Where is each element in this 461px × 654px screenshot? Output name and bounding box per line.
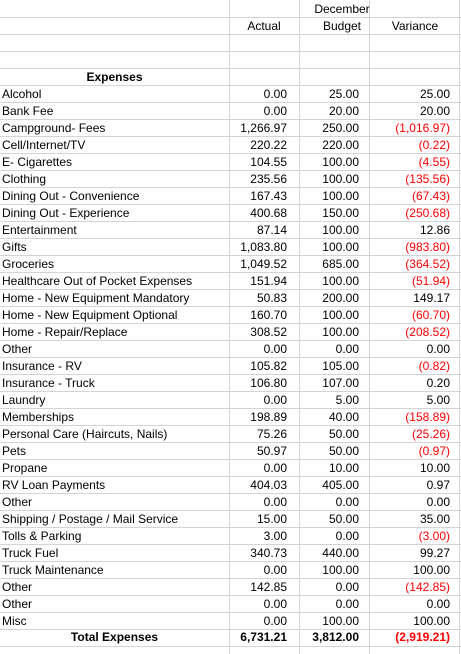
row-label: Shipping / Postage / Mail Service bbox=[2, 512, 179, 526]
row-actual: 0.00 bbox=[263, 393, 287, 407]
row-actual: 151.94 bbox=[250, 274, 287, 288]
row-label: Insurance - RV bbox=[2, 359, 82, 373]
row-actual: 50.83 bbox=[256, 291, 287, 305]
row-budget: 100.00 bbox=[322, 172, 359, 186]
row-actual: 0.00 bbox=[263, 614, 287, 628]
row-budget: 5.00 bbox=[335, 393, 359, 407]
total-label: Total Expenses bbox=[70, 630, 159, 644]
row-actual: 105.82 bbox=[250, 359, 287, 373]
row-actual: 0.00 bbox=[263, 461, 287, 475]
row-actual: 142.85 bbox=[250, 580, 287, 594]
row-label: Other bbox=[2, 342, 33, 356]
row-actual: 160.70 bbox=[250, 308, 287, 322]
row-budget: 100.00 bbox=[322, 155, 359, 169]
row-variance: 0.00 bbox=[426, 342, 450, 356]
row-variance: 35.00 bbox=[419, 512, 450, 526]
row-label: RV Loan Payments bbox=[2, 478, 106, 492]
header-actual: Actual bbox=[247, 19, 281, 33]
grid-column-line bbox=[459, 0, 460, 654]
row-label: Gifts bbox=[2, 240, 27, 254]
row-budget: 0.00 bbox=[335, 580, 359, 594]
row-label: Pets bbox=[2, 444, 27, 458]
row-variance: (0.22) bbox=[418, 138, 450, 152]
grid-row-line bbox=[0, 51, 461, 52]
row-variance: (983.80) bbox=[405, 240, 450, 254]
row-label: E- Cigarettes bbox=[2, 155, 73, 169]
row-budget: 100.00 bbox=[322, 325, 359, 339]
row-budget: 50.00 bbox=[328, 512, 359, 526]
row-variance: (364.52) bbox=[405, 257, 450, 271]
row-variance: (208.52) bbox=[405, 325, 450, 339]
header-month: December bbox=[314, 2, 370, 16]
row-budget: 100.00 bbox=[322, 274, 359, 288]
row-actual: 3.00 bbox=[263, 529, 287, 543]
row-actual: 1,266.97 bbox=[240, 121, 287, 135]
row-label: Entertainment bbox=[2, 223, 77, 237]
row-variance: 5.00 bbox=[426, 393, 450, 407]
total-budget: 3,812.00 bbox=[312, 630, 359, 644]
row-actual: 0.00 bbox=[263, 342, 287, 356]
row-variance: 100.00 bbox=[413, 563, 450, 577]
row-budget: 685.00 bbox=[322, 257, 359, 271]
row-actual: 1,083.80 bbox=[240, 240, 287, 254]
row-label: Home - New Equipment Optional bbox=[2, 308, 178, 322]
grid-row-line bbox=[0, 646, 461, 647]
row-actual: 167.43 bbox=[250, 189, 287, 203]
row-label: Truck Fuel bbox=[2, 546, 59, 560]
row-actual: 104.55 bbox=[250, 155, 287, 169]
row-budget: 20.00 bbox=[328, 104, 359, 118]
row-actual: 404.03 bbox=[250, 478, 287, 492]
row-label: Clothing bbox=[2, 172, 47, 186]
row-label: Other bbox=[2, 580, 33, 594]
row-budget: 0.00 bbox=[335, 495, 359, 509]
row-actual: 15.00 bbox=[256, 512, 287, 526]
row-budget: 100.00 bbox=[322, 563, 359, 577]
row-budget: 405.00 bbox=[322, 478, 359, 492]
row-actual: 0.00 bbox=[263, 563, 287, 577]
row-variance: (0.82) bbox=[418, 359, 450, 373]
row-actual: 87.14 bbox=[256, 223, 287, 237]
row-actual: 198.89 bbox=[250, 410, 287, 424]
row-label: Bank Fee bbox=[2, 104, 54, 118]
row-variance: (1,016.97) bbox=[395, 121, 450, 135]
row-budget: 10.00 bbox=[328, 461, 359, 475]
row-actual: 0.00 bbox=[263, 495, 287, 509]
row-variance: (4.55) bbox=[418, 155, 450, 169]
row-label: Other bbox=[2, 597, 33, 611]
row-variance: 149.17 bbox=[413, 291, 450, 305]
row-actual: 50.97 bbox=[256, 444, 287, 458]
row-actual: 75.26 bbox=[256, 427, 287, 441]
row-actual: 106.80 bbox=[250, 376, 287, 390]
row-label: Truck Maintenance bbox=[2, 563, 104, 577]
row-actual: 308.52 bbox=[250, 325, 287, 339]
row-actual: 235.56 bbox=[250, 172, 287, 186]
row-variance: (67.43) bbox=[411, 189, 450, 203]
row-variance: (60.70) bbox=[411, 308, 450, 322]
row-actual: 400.68 bbox=[250, 206, 287, 220]
row-variance: 10.00 bbox=[419, 461, 450, 475]
row-label: Alcohol bbox=[2, 87, 42, 101]
row-budget: 220.00 bbox=[322, 138, 359, 152]
row-label: Tolls & Parking bbox=[2, 529, 82, 543]
row-label: Laundry bbox=[2, 393, 46, 407]
total-variance: (2,919.21) bbox=[395, 630, 450, 644]
row-actual: 220.22 bbox=[250, 138, 287, 152]
row-budget: 100.00 bbox=[322, 189, 359, 203]
row-label: Home - Repair/Replace bbox=[2, 325, 128, 339]
row-label: Dining Out - Convenience bbox=[2, 189, 140, 203]
row-label: Campground- Fees bbox=[2, 121, 106, 135]
row-variance: (0.97) bbox=[418, 444, 450, 458]
row-variance: 0.97 bbox=[426, 478, 450, 492]
row-budget: 440.00 bbox=[322, 546, 359, 560]
row-actual: 0.00 bbox=[263, 597, 287, 611]
row-budget: 100.00 bbox=[322, 240, 359, 254]
row-actual: 1,049.52 bbox=[240, 257, 287, 271]
header-variance: Variance bbox=[391, 19, 439, 33]
row-actual: 0.00 bbox=[263, 104, 287, 118]
row-label: Misc bbox=[2, 614, 27, 628]
row-budget: 0.00 bbox=[335, 529, 359, 543]
row-budget: 250.00 bbox=[322, 121, 359, 135]
row-budget: 50.00 bbox=[328, 427, 359, 441]
row-label: Other bbox=[2, 495, 33, 509]
row-budget: 100.00 bbox=[322, 614, 359, 628]
row-variance: (25.26) bbox=[411, 427, 450, 441]
row-variance: 99.27 bbox=[419, 546, 450, 560]
row-label: Home - New Equipment Mandatory bbox=[2, 291, 190, 305]
row-variance: (250.68) bbox=[405, 206, 450, 220]
row-budget: 200.00 bbox=[322, 291, 359, 305]
row-variance: (142.85) bbox=[405, 580, 450, 594]
section-title: Expenses bbox=[86, 70, 143, 84]
row-label: Propane bbox=[2, 461, 48, 475]
row-budget: 105.00 bbox=[322, 359, 359, 373]
row-label: Memberships bbox=[2, 410, 75, 424]
row-label: Dining Out - Experience bbox=[2, 206, 130, 220]
row-budget: 50.00 bbox=[328, 444, 359, 458]
row-budget: 100.00 bbox=[322, 308, 359, 322]
row-variance: 0.20 bbox=[426, 376, 450, 390]
row-variance: 0.00 bbox=[426, 495, 450, 509]
row-label: Healthcare Out of Pocket Expenses bbox=[2, 274, 193, 288]
row-label: Groceries bbox=[2, 257, 55, 271]
row-budget: 0.00 bbox=[335, 342, 359, 356]
total-actual: 6,731.21 bbox=[240, 630, 287, 644]
row-variance: 0.00 bbox=[426, 597, 450, 611]
row-variance: (51.94) bbox=[411, 274, 450, 288]
row-variance: 100.00 bbox=[413, 614, 450, 628]
header-budget: Budget bbox=[322, 19, 362, 33]
row-variance: (158.89) bbox=[405, 410, 450, 424]
row-budget: 25.00 bbox=[328, 87, 359, 101]
row-actual: 340.73 bbox=[250, 546, 287, 560]
row-budget: 0.00 bbox=[335, 597, 359, 611]
row-budget: 107.00 bbox=[322, 376, 359, 390]
row-actual: 0.00 bbox=[263, 87, 287, 101]
row-budget: 100.00 bbox=[322, 223, 359, 237]
row-variance: (3.00) bbox=[418, 529, 450, 543]
row-variance: 25.00 bbox=[419, 87, 450, 101]
row-label: Insurance - Truck bbox=[2, 376, 95, 390]
row-variance: 12.86 bbox=[419, 223, 450, 237]
row-label: Cell/Internet/TV bbox=[2, 138, 86, 152]
row-budget: 40.00 bbox=[328, 410, 359, 424]
row-budget: 150.00 bbox=[322, 206, 359, 220]
row-label: Personal Care (Haircuts, Nails) bbox=[2, 427, 168, 441]
row-variance: (135.56) bbox=[405, 172, 450, 186]
row-variance: 20.00 bbox=[419, 104, 450, 118]
